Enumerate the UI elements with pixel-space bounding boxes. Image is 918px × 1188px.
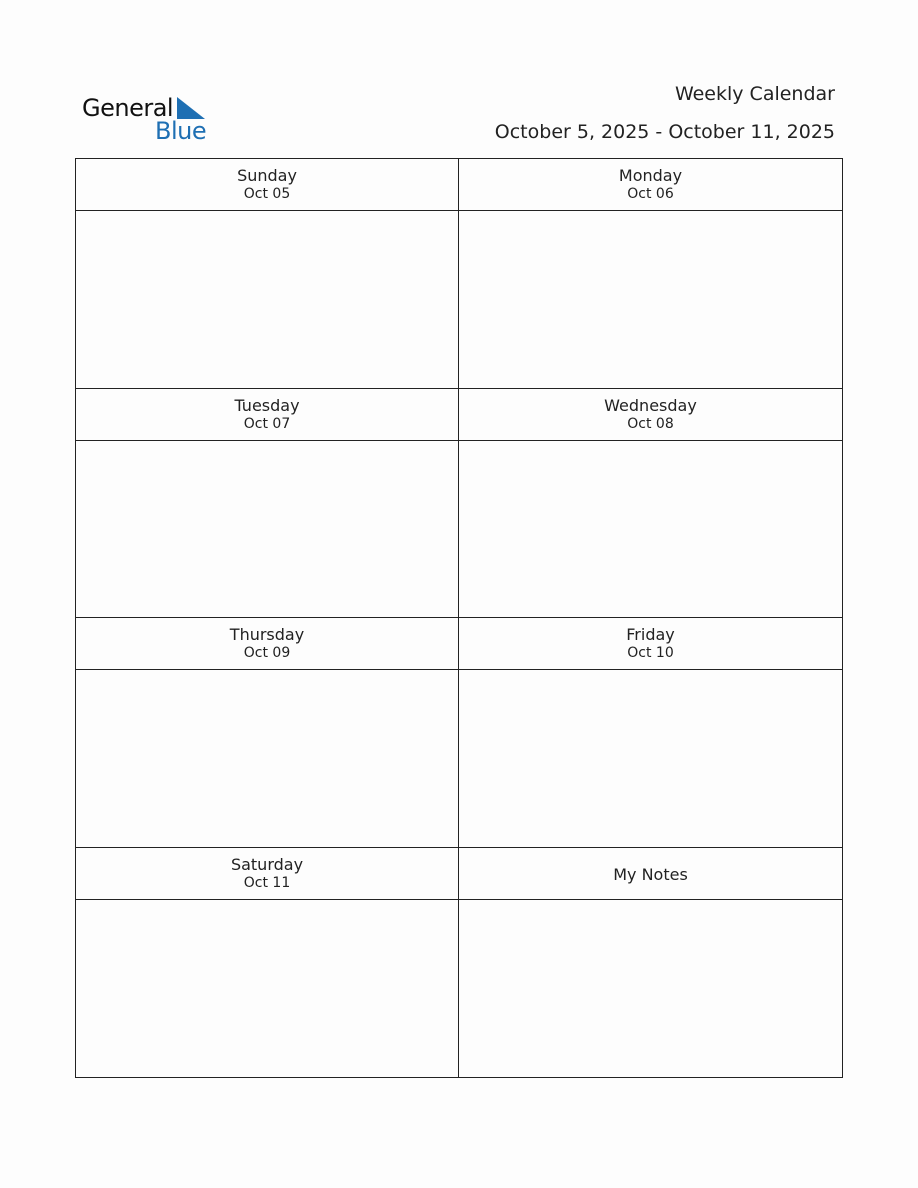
notes-header: [459, 848, 842, 900]
day-date: Oct 09: [243, 645, 291, 661]
date-range: October 5, 2025 - October 11, 2025: [494, 121, 835, 143]
day-date: Oct 11: [243, 874, 291, 891]
day-header: [76, 848, 458, 900]
brand-logo: [82, 94, 212, 146]
day-writing-area: [459, 211, 842, 388]
logo-word-general: General: [82, 94, 174, 122]
day-writing-area: [76, 670, 458, 847]
day-cell-tuesday: [76, 389, 459, 619]
day-writing-area: [76, 211, 458, 388]
day-name: Monday: [618, 166, 683, 185]
day-cell-wednesday: [459, 389, 842, 619]
day-cell-thursday: [76, 618, 459, 848]
logo-word-blue: Blue: [155, 117, 207, 145]
day-date: Oct 06: [627, 186, 674, 202]
page-title: Weekly Calendar: [674, 83, 835, 105]
day-date: Oct 05: [243, 186, 291, 202]
day-cell-sunday: [76, 159, 459, 389]
day-name: Saturday: [230, 854, 304, 874]
day-date: Oct 08: [627, 415, 674, 432]
day-header: [76, 389, 458, 441]
day-cell-friday: [459, 618, 842, 848]
day-name: Sunday: [237, 166, 297, 185]
day-name: Tuesday: [234, 395, 300, 415]
weekly-calendar-grid: [75, 158, 843, 1078]
notes-writing-area: [459, 900, 842, 1078]
day-cell-monday: [459, 159, 842, 389]
notes-label: My Notes: [613, 864, 688, 884]
day-writing-area: [76, 900, 458, 1078]
day-header: [459, 618, 842, 670]
day-cell-saturday: [76, 848, 459, 1078]
day-writing-area: [76, 441, 458, 618]
day-writing-area: [459, 441, 842, 618]
day-name: Wednesday: [604, 395, 697, 415]
day-header: [459, 159, 842, 211]
day-name: Thursday: [229, 625, 305, 644]
day-date: Oct 10: [627, 645, 674, 661]
day-header: [459, 389, 842, 441]
logo-triangle-icon: [177, 97, 207, 119]
day-writing-area: [459, 670, 842, 847]
day-header: [76, 159, 458, 211]
day-date: Oct 07: [243, 415, 291, 432]
day-name: Friday: [626, 625, 675, 644]
notes-cell: [459, 848, 842, 1078]
day-header: [76, 618, 458, 670]
